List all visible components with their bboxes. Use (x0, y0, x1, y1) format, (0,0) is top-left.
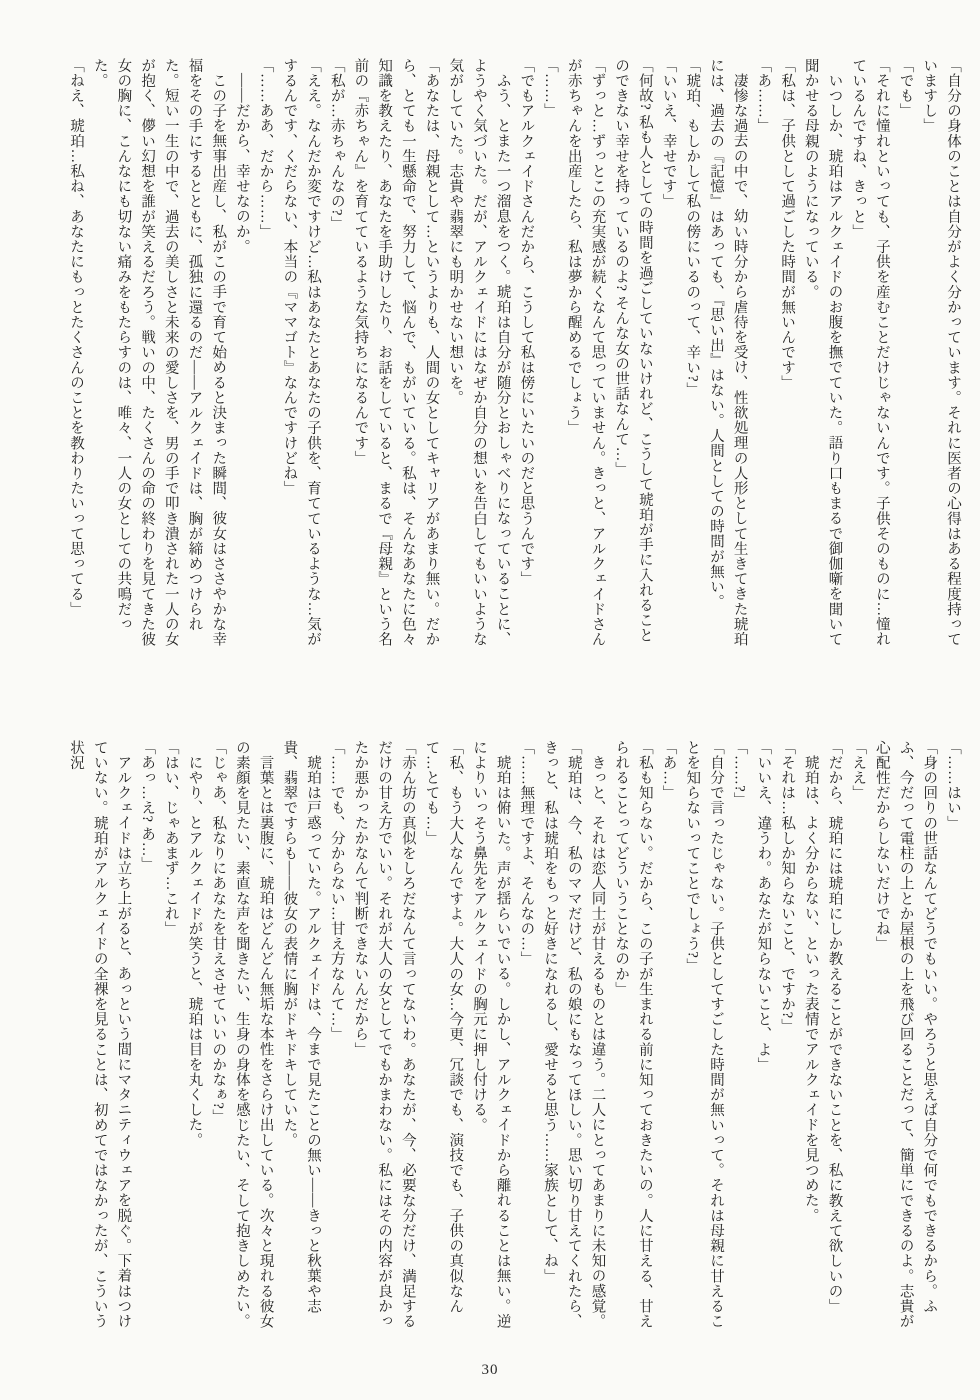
paragraph: 「ええ。なんだか変ですけど…私はあなたとあなたの子供を、育てているような…気がするんです、くだらない、本当の『ママゴト』なんですけどね」 (281, 58, 322, 647)
paragraph: きっと、それは恋人同士が甘えるものとは違う。二人にとってあまりに未知の感覚。 (589, 754, 606, 1329)
paragraph: 「……?」 (731, 740, 748, 808)
paragraph: 「……無理ですよ、そんなの…」 (518, 740, 535, 967)
paragraph: ふう、とまた一つ溜息をつく。琥珀は自分が随分とおしゃべりになっていることに、ようやく気づいた。だが、アルクェイドにはなぜか自分の想いを告白してもいいような気がしていた。志貴や翡翠にも明かせない想いを。 (447, 58, 511, 647)
paragraph: 「でも」 (897, 58, 914, 119)
paragraph: 「あ……」 (755, 58, 772, 134)
paragraph: 「いいえ、違うわ。あなたが知らないこと、よ」 (755, 740, 772, 1073)
paragraph: 「いいえ、幸せです」 (660, 58, 677, 209)
paragraph: 「何故? 私も人としての時間を過ごしていないけれど、こうして琥珀が手に入れることのできない幸せを持っているのよ? そんな女の世話なんて…」 (613, 58, 653, 644)
paragraph: 「……」 (542, 58, 559, 119)
paragraph: 「ずっと…ずっとこの充実感が続くなんて思っていません。きっと、アルクェイドさんが赤ちゃんを出産したら、私は夢から醒めるでしょう」 (565, 58, 606, 647)
paragraph: 「……ああ、だから……」 (257, 58, 274, 240)
paragraph: アルクェイドは立ち上がると、あっという間にマタニティウェアを脱ぐ。下着はつけていない。琥珀がアルクェイドの全裸を見ることは、初めてではなかったが、こういう状況 (67, 740, 132, 1329)
paragraph: 琥珀は戸惑っていた。アルクェイドは、今まで見たことの無い――きっと秋葉や志貴、翡翠ですらも――彼女の表情に胸がドキドキしていた。 (281, 740, 322, 1314)
paragraph: 「……でも、分からない…甘え方なんて…」 (328, 740, 345, 1042)
paragraph: 「自分の身体のことは自分がよく分かっています。それに医者の心得はある程度持っていますし」 (921, 58, 961, 647)
paragraph: 「私が…赤ちゃんなの?」 (328, 58, 345, 232)
paragraph: 「琥珀は、今、私のママだけど、私の娘にもなってほしい。思い切り甘えてくれたら、きっと、私は琥珀をもっと好きになれるし、愛せると思う……家族として、ね」 (542, 740, 582, 1329)
paragraph: 「じゃあ、私なりにあなたを甘えさせていいのかなぁ?」 (210, 740, 227, 1125)
paragraph: 「自分で言ったじゃない。子供としてすごした時間が無いって。それは母親に甘えることを知らないってことでしょう?」 (684, 740, 724, 1329)
paragraph: ――だから、幸せなのか。 (233, 72, 250, 254)
paragraph: 言葉とは裏腹に、琥珀はどんどん無垢な本性をさらけ出している。次々と現れる彼女の素顔を見たい、素直な声を聞きたい、生身の身体を感じたい、そして抱きしめたい。 (233, 740, 274, 1329)
paragraph: 「赤ん坊の真似をしろだなんて言ってないわ。あなたが、今、必要な分だけ、満足するだけの甘え方でいい。それが大人の女としてでもかまわない。私にはその内容が良かったか悪かったかなんて判断できないんだから」 (352, 740, 416, 1329)
paragraph: いつしか、琥珀はアルクェイドのお腹を撫でていた。語り口もまるで御伽噺を聞いて聞かせる母親のようになっている。 (802, 58, 843, 647)
paragraph: にやり、とアルクェイドが笑うと、琥珀は目を丸くした。 (186, 754, 203, 1148)
paragraph: 「でもアルクェイドさんだから、こうして私は傍にいたいのだと思うんです」 (518, 58, 535, 587)
paragraph: 「ええ」 (850, 740, 867, 801)
paragraph: 「あ…」 (660, 740, 677, 801)
paragraph: 「私は、子供として過ごした時間が無いんです」 (779, 58, 796, 391)
paragraph: この子を無事出産し、私がこの手で育て始めると決まった瞬間、彼女はささやかな幸福をその手にするとともに、孤独に還るのだ――アルクェイドは、胸が締めつけられた。短い一生の中で、過去の美しさと未来の愛しさを、男の手で叩き潰された一人の女が抱く、儚い幻想を誰が笑えるだろう。戦いの中、たくさんの命の終わりを見てきた彼女の胸に、こんなにも切ない痛みをもたらすのは、唯々、一人の女としての共鳴だった。 (91, 58, 227, 647)
page-number: 30 (481, 1362, 499, 1378)
paragraph: 「私も知らない。だから、この子が生まれる前に知っておきたいの。人に甘える、甘えられることってどういうことなのか」 (613, 740, 653, 1329)
paragraph: 「……はい」 (945, 740, 961, 831)
paragraph: 凄惨な過去の中で、幼い時分から虐待を受け、性欲処理の人形として生きてきた琥珀には、過去の『記憶』はあっても、『思い出』はない。人間としての時間が無い。 (707, 58, 748, 647)
story-text-block-bottom (67, 740, 964, 1342)
paragraph: 琥珀は俯いた。声が揺らいでいる。しかし、アルクェイドから離れることは無い。逆によりいっそう鼻先をアルクェイドの胸元に押し付ける。 (470, 740, 511, 1329)
paragraph: 「それは…私しか知らないこと、ですか?」 (779, 740, 796, 1034)
paragraph: 「身の回りの世話なんてどうでもいい。やろうと思えば自分で何でもできるから。ふふ、今だって電柱の上とか屋根の上を飛び回ることだって、簡単にできるのよ。志貴が心配性だからしないだけでね」 (873, 740, 938, 1329)
paragraph: 「だから、琥珀には琥珀にしか教えることができないことを、私に教えて欲しいの」 (826, 740, 843, 1314)
paragraph: 「あなたは、母親として…というよりも、人間の女としてキャリアがあまり無い。だから、とても一生懸命で、努力して、悩んで、もがいている。私は、そんなあなたに色々知識を教えたり、あなたを手助けしたり、お話をしていると、まるで『母親』という名前の『赤ちゃん』を育てているような気持ちになるんです」 (352, 58, 440, 647)
paragraph: 琥珀は、よく分からない、といった表情でアルクェイドを見つめた。 (802, 754, 819, 1223)
paragraph: 「琥珀、もしかして私の傍にいるのって、辛い?」 (684, 58, 701, 398)
paragraph: 「それに憧れといっても、子供を産むことだけじゃないんです。子供そのものに…憧れているんですね、きっと」 (850, 58, 890, 647)
story-text-block-top (67, 58, 964, 652)
paragraph: 「ねえ、琥珀…私ね、あなたにもっとたくさんのことを教わりたいって思ってる」 (67, 58, 84, 617)
paragraph: 「私、もう大人なんですよ。大人の女…今更、冗談でも、演技でも、子供の真似なんて…とても…」 (423, 740, 464, 1314)
paragraph: 「はい、じゃあまず…これ」 (162, 740, 179, 937)
paragraph: 「あっ…え? あ…」 (139, 740, 156, 873)
